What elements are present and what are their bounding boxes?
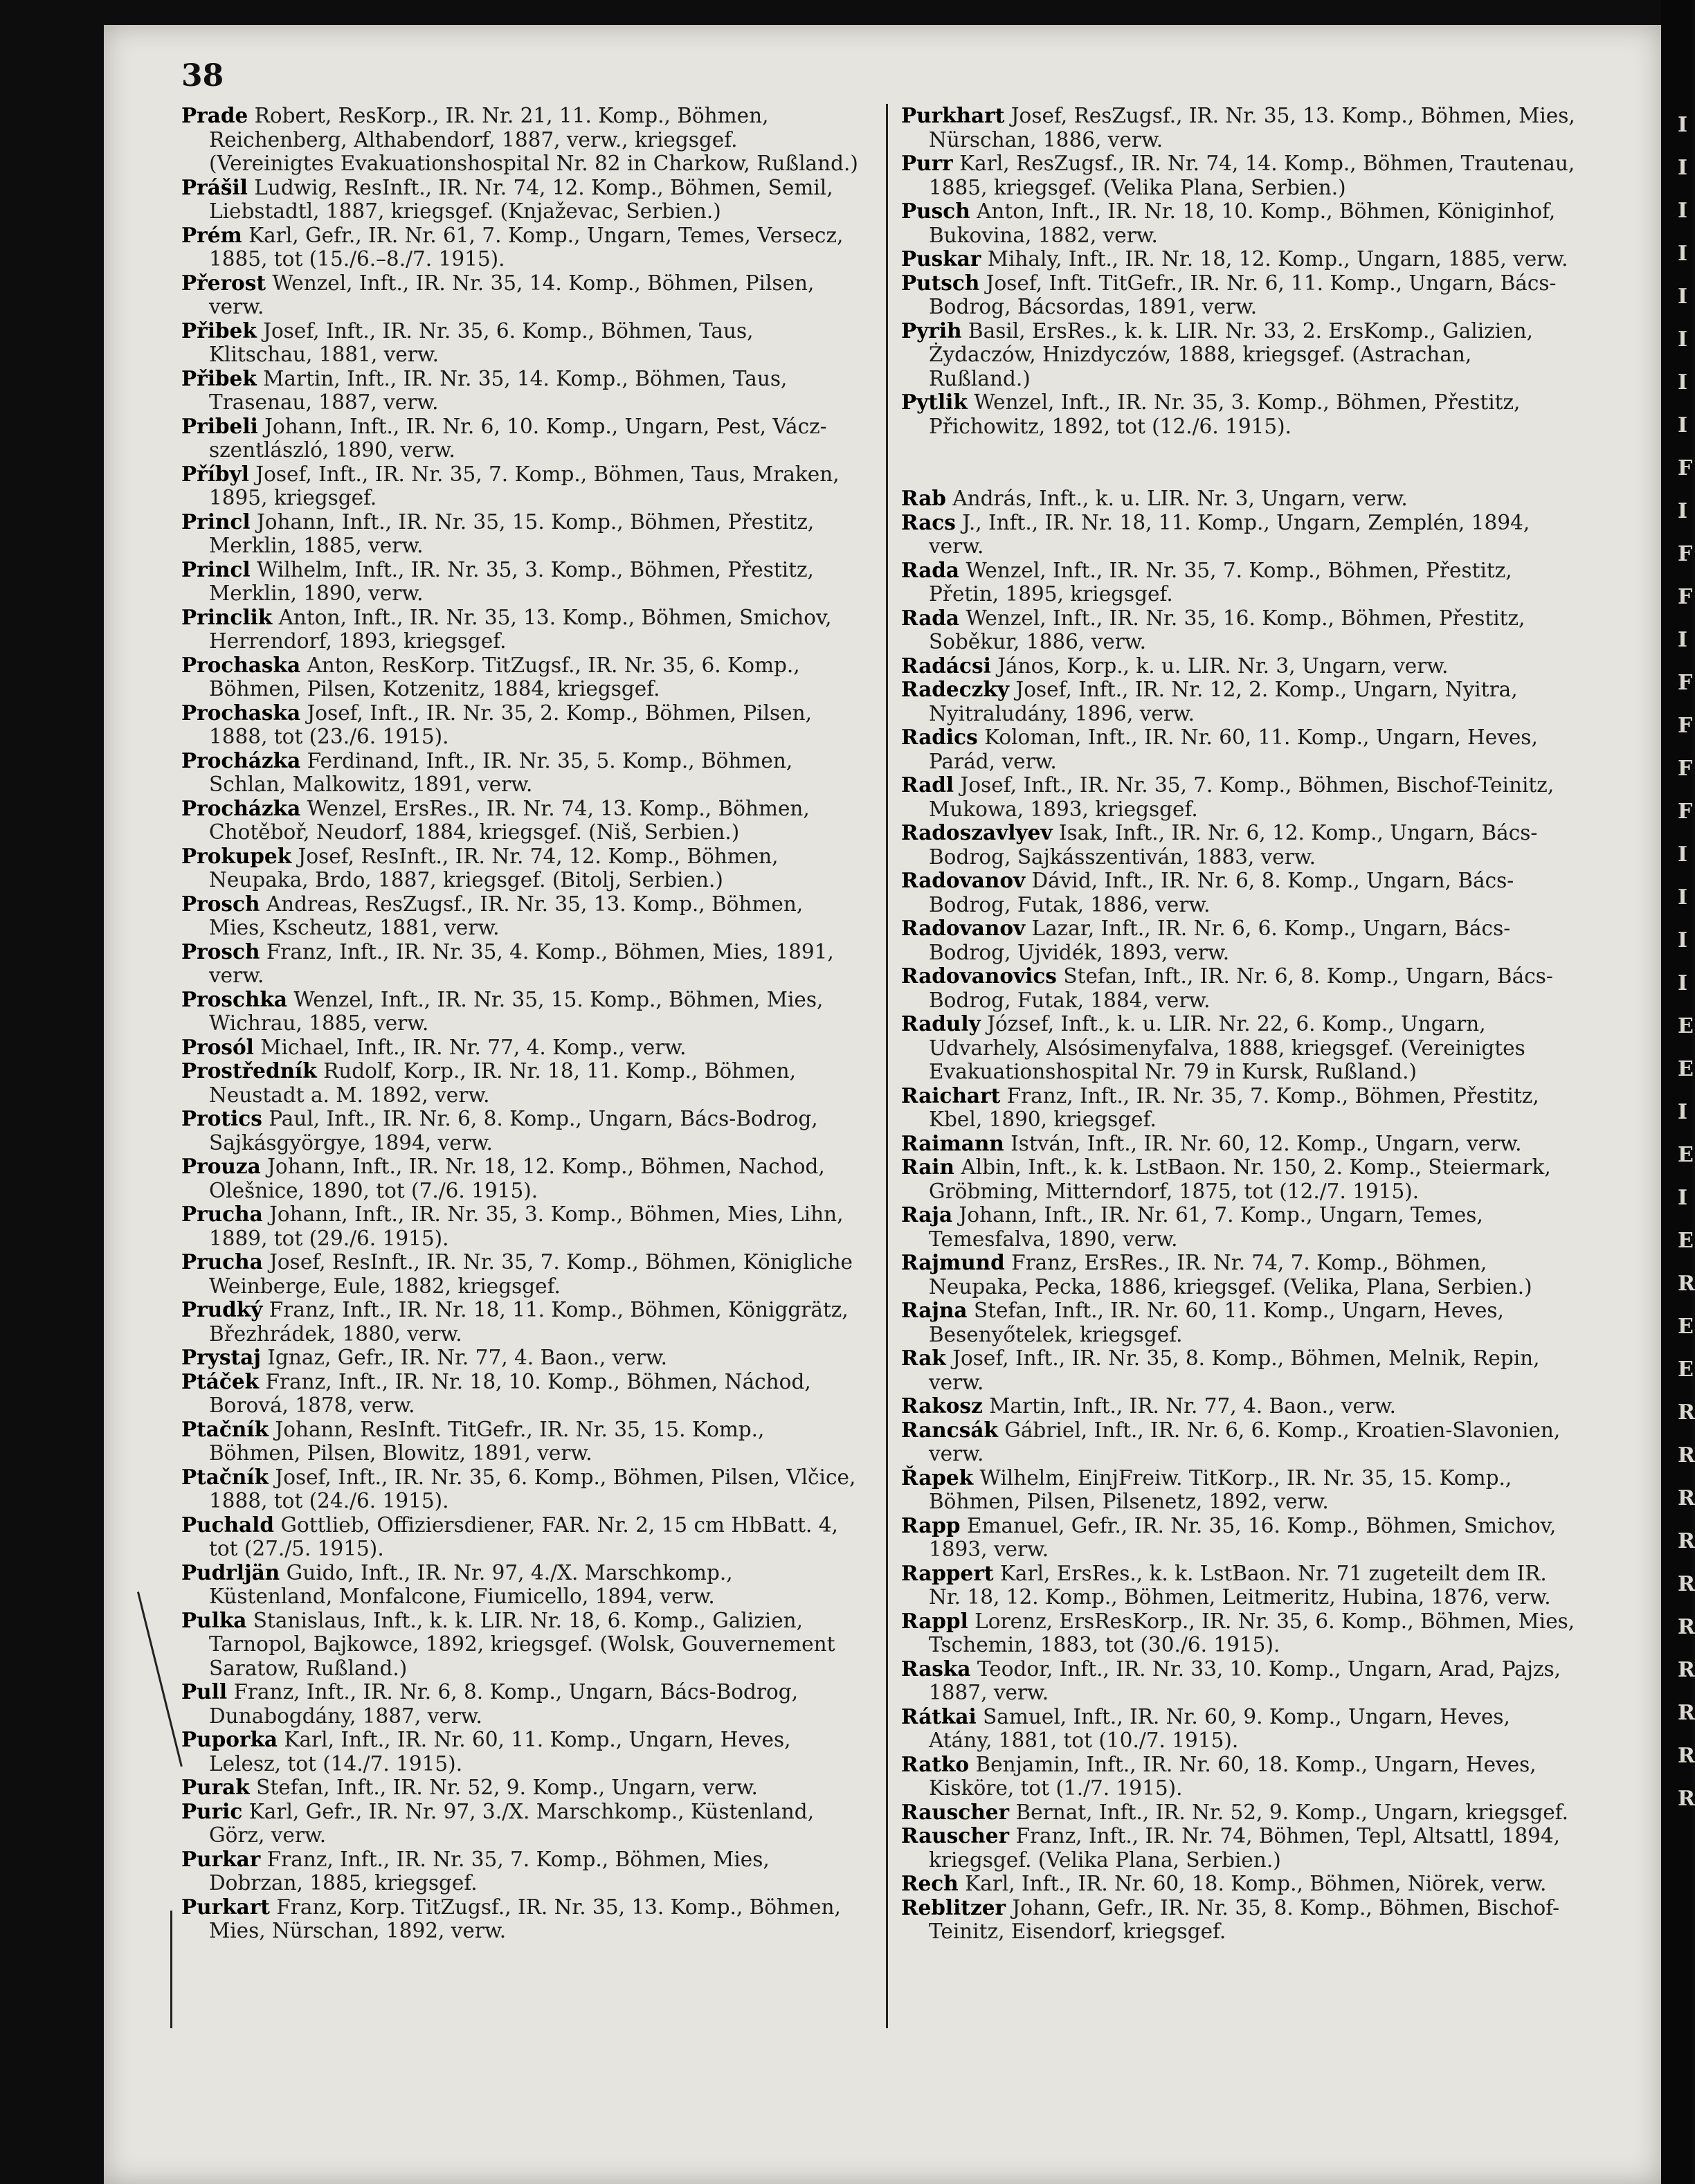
entry-surname: Prokupek bbox=[181, 843, 292, 868]
entry-details: Koloman, Inft., IR. Nr. 60, 11. Komp., Ungarn, Heves, Parád, verw. bbox=[929, 725, 1538, 773]
register-entry bbox=[181, 892, 860, 940]
register-entry bbox=[181, 1800, 860, 1848]
entry-details: Johann, Inft., IR. Nr. 35, 3. Komp., Böhmen, Mies, Lihn, 1889, tot (29./6. 1915). bbox=[209, 1202, 844, 1250]
entry-surname: Reblitzer bbox=[901, 1895, 1006, 1920]
register-entry bbox=[901, 1872, 1579, 1896]
entry-surname: Rappl bbox=[901, 1608, 968, 1633]
entry-details: József, Inft., k. u. LIR. Nr. 22, 6. Komp., Ungarn, Udvarhely, Alsósimenyfalva, 1888, kriegsgef. (Vereinigtes Evakuationshospital Nr. 79 in Kursk, Rußland.) bbox=[929, 1012, 1525, 1083]
edge-letter: I bbox=[1678, 499, 1688, 523]
entry-surname: Purkar bbox=[181, 1846, 261, 1871]
entry-surname: Purkart bbox=[181, 1894, 270, 1919]
entry-details: Teodor, Inft., IR. Nr. 33, 10. Komp., Ungarn, Arad, Pajzs, 1887, verw. bbox=[929, 1657, 1561, 1704]
entry-surname: Řapek bbox=[901, 1465, 974, 1490]
entry-surname: Pyrih bbox=[901, 318, 962, 343]
entry-surname: Raimann bbox=[901, 1130, 1004, 1155]
entry-surname: Ptáček bbox=[181, 1369, 260, 1393]
entry-details: Karl, Inft., IR. Nr. 60, 11. Komp., Ungarn, Heves, Lelesz, tot (14./7. 1915). bbox=[209, 1728, 791, 1776]
entry-details: Karl, Gefr., IR. Nr. 97, 3./X. Marschkomp., Küstenland, Görz, verw. bbox=[209, 1799, 815, 1847]
entry-details: Mihaly, Inft., IR. Nr. 18, 12. Komp., Ungarn, 1885, verw. bbox=[987, 247, 1568, 271]
edge-letter: R bbox=[1678, 1572, 1695, 1596]
edge-letter: R bbox=[1678, 1701, 1695, 1725]
entry-details: Stanislaus, Inft., k. k. LIR. Nr. 18, 6. Komp., Galizien, Tarnopol, Bajkowce, 1892, kriegsgef. (Wolsk, Gouvernement Saratow, Rußland.) bbox=[209, 1608, 835, 1680]
entry-details: Franz, Korp. TitZugsf., IR. Nr. 35, 13. Komp., Böhmen, Mies, Nürschan, 1892, verw. bbox=[209, 1895, 841, 1942]
entry-surname: Radl bbox=[901, 773, 954, 797]
entry-details: Ludwig, ResInft., IR. Nr. 74, 12. Komp., Böhmen, Semil, Liebstadtl, 1887, kriegsgef. (Knjaževac, Serbien.) bbox=[209, 175, 833, 223]
entry-surname: Purak bbox=[181, 1775, 250, 1799]
register-entry bbox=[901, 1896, 1579, 1944]
edge-letter: I bbox=[1678, 413, 1688, 437]
entry-details: Wenzel, ErsRes., IR. Nr. 74, 13. Komp., Böhmen, Chotěboř, Neudorf, 1884, kriegsgef. (Niš, Serbien.) bbox=[209, 796, 810, 844]
entry-details: Lazar, Inft., IR. Nr. 6, 6. Komp., Ungarn, Bács-Bodrog, Ujvidék, 1893, verw. bbox=[929, 917, 1511, 964]
register-entry bbox=[901, 1753, 1579, 1801]
entry-details: Basil, ErsRes., k. k. LIR. Nr. 33, 2. ErsKomp., Galizien, Żydaczów, Hnizdyczów, 1888, kriegsgef. (Astrachan, Rußland.) bbox=[929, 318, 1533, 390]
entry-surname: Prosch bbox=[181, 891, 260, 916]
entry-details: Johann, ResInft. TitGefr., IR. Nr. 35, 15. Komp., Böhmen, Pilsen, Blowitz, 1891, verw. bbox=[209, 1417, 765, 1465]
edge-letter: I bbox=[1678, 327, 1688, 352]
edge-letter: I bbox=[1678, 1186, 1688, 1210]
entry-surname: Raduly bbox=[901, 1011, 981, 1036]
entry-surname: Rátkai bbox=[901, 1704, 977, 1729]
register-entry bbox=[181, 319, 860, 367]
page-number: 38 bbox=[181, 58, 224, 93]
section-gap bbox=[901, 438, 1579, 487]
entry-surname: Rancsák bbox=[901, 1417, 998, 1442]
edge-letter: R bbox=[1678, 1443, 1695, 1468]
entry-surname: Raichart bbox=[901, 1083, 1001, 1108]
register-entry bbox=[181, 1036, 860, 1060]
edge-letter: I bbox=[1678, 113, 1688, 137]
entry-surname: Raska bbox=[901, 1656, 971, 1681]
register-entry bbox=[901, 1346, 1579, 1394]
register-entry bbox=[901, 1251, 1579, 1299]
edge-letter: I bbox=[1678, 971, 1688, 995]
entry-surname: Racs bbox=[901, 509, 956, 534]
edge-letter: F bbox=[1678, 542, 1693, 566]
edge-letter: E bbox=[1678, 1315, 1694, 1339]
entry-surname: Raja bbox=[901, 1202, 953, 1227]
entry-surname: Radácsi bbox=[901, 653, 991, 678]
entry-details: Gottlieb, Offiziersdiener, FAR. Nr. 2, 15 cm HbBatt. 4, tot (27./5. 1915). bbox=[209, 1513, 838, 1560]
entry-surname: Rappert bbox=[901, 1560, 994, 1585]
entry-details: Wilhelm, Inft., IR. Nr. 35, 3. Komp., Böhmen, Přestitz, Merklin, 1890, verw. bbox=[209, 557, 814, 605]
entry-details: Karl, Gefr., IR. Nr. 61, 7. Komp., Ungarn, Temes, Versecz, 1885, tot (15./6.–8./7. 1915). bbox=[209, 223, 844, 271]
entry-surname: Puporka bbox=[181, 1727, 278, 1751]
edge-letter: E bbox=[1678, 1014, 1694, 1038]
entry-surname: Radeczky bbox=[901, 677, 1009, 701]
register-entry bbox=[901, 654, 1579, 678]
entry-surname: Prosch bbox=[181, 939, 260, 964]
edge-letter: I bbox=[1678, 199, 1688, 223]
entry-details: Martin, Inft., IR. Nr. 77, 4. Baon., verw. bbox=[989, 1394, 1397, 1418]
edge-letter: R bbox=[1678, 1529, 1695, 1553]
register-entry bbox=[181, 1370, 860, 1418]
entry-details: Johann, Inft., IR. Nr. 61, 7. Komp., Ungarn, Temes, Temesfalva, 1890, verw. bbox=[929, 1203, 1483, 1251]
entry-surname: Prostředník bbox=[181, 1058, 317, 1083]
register-entry bbox=[901, 1132, 1579, 1156]
register-entry bbox=[901, 1466, 1579, 1514]
entry-surname: Pusch bbox=[901, 199, 970, 223]
entry-details: András, Inft., k. u. LIR. Nr. 3, Ungarn, verw. bbox=[952, 487, 1408, 510]
edge-letter: I bbox=[1678, 928, 1688, 953]
entry-surname: Přibek bbox=[181, 365, 257, 390]
entry-surname: Rakosz bbox=[901, 1393, 983, 1418]
entry-details: Albin, Inft., k. k. LstBaon. Nr. 150, 2. Komp., Steiermark, Gröbming, Mitterndorf, 1875, tot (12./7. 1915). bbox=[929, 1155, 1551, 1203]
entry-details: Martin, Inft., IR. Nr. 35, 14. Komp., Böhmen, Taus, Trasenau, 1887, verw. bbox=[209, 366, 788, 414]
entry-details: Gábriel, Inft., IR. Nr. 6, 6. Komp., Kroatien-Slavonien, verw. bbox=[929, 1418, 1561, 1465]
entry-surname: Protics bbox=[181, 1106, 262, 1130]
entry-details: Karl, ResZugsf., IR. Nr. 74, 14. Komp., Böhmen, Trautenau, 1885, kriegsgef. (Velika Plana, Serbien.) bbox=[929, 152, 1575, 199]
register-entry bbox=[181, 1848, 860, 1895]
entry-surname: Příbyl bbox=[181, 461, 249, 486]
register-entry bbox=[901, 511, 1579, 559]
section-r bbox=[901, 487, 1579, 1944]
entry-surname: Princl bbox=[181, 557, 251, 581]
edge-letter: I bbox=[1678, 885, 1688, 910]
register-entry bbox=[901, 1562, 1579, 1609]
register-entry bbox=[901, 271, 1579, 319]
entry-surname: Rajna bbox=[901, 1298, 968, 1322]
entry-surname: Prade bbox=[181, 103, 248, 127]
entry-details: Franz, Inft., IR. Nr. 18, 10. Komp., Böhmen, Náchod, Borová, 1878, verw. bbox=[209, 1369, 811, 1417]
edge-letter: E bbox=[1678, 1143, 1694, 1167]
register-entry bbox=[901, 773, 1579, 821]
register-entry bbox=[181, 1155, 860, 1202]
edge-letter: R bbox=[1678, 1486, 1695, 1510]
register-entry bbox=[901, 1801, 1579, 1825]
entry-surname: Přerost bbox=[181, 270, 266, 295]
register-entry bbox=[181, 1465, 860, 1513]
edge-letter: F bbox=[1678, 714, 1693, 738]
entry-details: Wenzel, Inft., IR. Nr. 35, 14. Komp., Böhmen, Pilsen, verw. bbox=[209, 271, 815, 318]
entry-surname: Procházka bbox=[181, 748, 301, 773]
edge-letter: I bbox=[1678, 370, 1688, 395]
entry-surname: Puskar bbox=[901, 246, 981, 271]
edge-letter: R bbox=[1678, 1744, 1695, 1768]
register-entry bbox=[901, 104, 1579, 152]
entry-details: Guido, Inft., IR. Nr. 97, 4./X. Marschkomp., Küstenland, Monfalcone, Fiumicello, 1894, verw. bbox=[209, 1560, 733, 1608]
register-entry bbox=[181, 1513, 860, 1561]
register-entry bbox=[181, 558, 860, 606]
register-entry bbox=[901, 1705, 1579, 1753]
entry-details: Lorenz, ErsResKorp., IR. Nr. 35, 6. Komp., Böhmen, Mies, Tschemin, 1883, tot (30./6. 1915). bbox=[929, 1609, 1575, 1657]
edge-letter: E bbox=[1678, 1357, 1694, 1382]
entry-details: Wenzel, Inft., IR. Nr. 35, 15. Komp., Böhmen, Mies, Wichrau, 1885, verw. bbox=[209, 987, 824, 1035]
entry-surname: Radovanovics bbox=[901, 964, 1057, 988]
entry-details: Franz, Inft., IR. Nr. 35, 7. Komp., Böhmen, Mies, Dobrzan, 1885, kriegsgef. bbox=[209, 1847, 770, 1895]
register-entry bbox=[181, 415, 860, 462]
entry-details: Johann, Inft., IR. Nr. 35, 15. Komp., Böhmen, Přestitz, Merklin, 1885, verw. bbox=[209, 509, 815, 557]
register-entry bbox=[181, 1298, 860, 1346]
entry-details: J., Inft., IR. Nr. 18, 11. Komp., Ungarn, Zemplén, 1894, verw. bbox=[929, 510, 1530, 558]
entry-details: János, Korp., k. u. LIR. Nr. 3, Ungarn, verw. bbox=[997, 653, 1449, 678]
register-entry bbox=[181, 1107, 860, 1155]
entry-details: Wenzel, Inft., IR. Nr. 35, 3. Komp., Böhmen, Přestitz, Přichowitz, 1892, tot (12./6. 1915). bbox=[929, 390, 1521, 438]
entry-details: Stefan, Inft., IR. Nr. 52, 9. Komp., Ungarn, verw. bbox=[256, 1776, 758, 1799]
entry-surname: Rapp bbox=[901, 1513, 961, 1537]
entry-details: Paul, Inft., IR. Nr. 6, 8. Komp., Ungarn, Bács-Bodrog, Sajkásgyörgye, 1894, verw. bbox=[209, 1107, 818, 1155]
register-entry bbox=[181, 1680, 860, 1728]
entry-details: Andreas, ResZugsf., IR. Nr. 35, 13. Komp., Böhmen, Mies, Kscheutz, 1881, verw. bbox=[209, 892, 804, 939]
entry-surname: Pytlik bbox=[901, 390, 968, 414]
entry-details: Josef, Inft. TitGefr., IR. Nr. 6, 11. Komp., Ungarn, Bács-Bodrog, Bácsordas, 1891, verw. bbox=[929, 271, 1557, 318]
column-divider bbox=[886, 104, 888, 2028]
edge-letter: I bbox=[1678, 1100, 1688, 1124]
register-entry bbox=[181, 176, 860, 224]
register-entry bbox=[181, 1609, 860, 1681]
entry-details: Josef, Inft., IR. Nr. 35, 2. Komp., Böhmen, Pilsen, 1888, tot (23./6. 1915). bbox=[209, 701, 813, 748]
entry-details: Franz, Inft., IR. Nr. 35, 7. Komp., Böhmen, Přestitz, Kbel, 1890, kriegsgef. bbox=[929, 1083, 1539, 1131]
entry-surname: Přibek bbox=[181, 318, 257, 343]
edge-letter: I bbox=[1678, 285, 1688, 309]
entry-details: Wenzel, Inft., IR. Nr. 35, 16. Komp., Böhmen, Přestitz, Soběkur, 1886, verw. bbox=[929, 606, 1525, 653]
entry-surname: Prystaj bbox=[181, 1345, 261, 1369]
register-entry bbox=[901, 1824, 1579, 1872]
section-p bbox=[901, 104, 1579, 438]
edge-letter: R bbox=[1678, 1400, 1695, 1425]
entry-details: Karl, Inft., IR. Nr. 60, 18. Komp., Böhmen, Niörek, verw. bbox=[965, 1872, 1547, 1895]
entry-surname: Pull bbox=[181, 1679, 228, 1704]
entry-surname: Prochaska bbox=[181, 700, 301, 725]
register-entry bbox=[901, 1084, 1579, 1132]
entry-details: Michael, Inft., IR. Nr. 77, 4. Komp., verw. bbox=[260, 1035, 687, 1059]
register-entry bbox=[901, 1657, 1579, 1705]
entry-surname: Rak bbox=[901, 1346, 946, 1370]
entry-surname: Rech bbox=[901, 1871, 959, 1895]
register-entry bbox=[901, 1394, 1579, 1418]
edge-letter: I bbox=[1678, 842, 1688, 867]
register-entry bbox=[181, 606, 860, 653]
entry-details: Josef, Inft., IR. Nr. 35, 6. Komp., Böhmen, Pilsen, Vlčice, 1888, tot (24./6. 1915). bbox=[209, 1465, 856, 1513]
edge-letter: R bbox=[1678, 1272, 1695, 1296]
entry-details: Bernat, Inft., IR. Nr. 52, 9. Komp., Ungarn, kriegsgef. bbox=[1015, 1800, 1569, 1824]
register-entry bbox=[181, 797, 860, 845]
edge-letter: F bbox=[1678, 671, 1693, 695]
edge-letter: E bbox=[1678, 1057, 1694, 1081]
entry-surname: Procházka bbox=[181, 795, 301, 820]
register-entry bbox=[901, 725, 1579, 773]
register-entry bbox=[181, 988, 860, 1036]
entry-details: Josef, Inft., IR. Nr. 35, 7. Komp., Böhmen, Taus, Mraken, 1895, kriegsgef. bbox=[209, 462, 840, 509]
entry-surname: Ptačník bbox=[181, 1464, 269, 1489]
register-entry bbox=[901, 1418, 1579, 1466]
register-entry bbox=[181, 845, 860, 892]
entry-details: Robert, ResKorp., IR. Nr. 21, 11. Komp., Böhmen, Reichenberg, Althabendorf, 1887, verw., kriegsgef. (Vereinigtes Evakuationshospital Nr. 82 in Charkow, Rußland.) bbox=[209, 104, 858, 175]
register-entry bbox=[901, 559, 1579, 606]
entry-details: Franz, Inft., IR. Nr. 74, Böhmen, Tepl, Altsattl, 1894, kriegsgef. (Velika Plana, Serbien.) bbox=[929, 1824, 1561, 1872]
entry-surname: Prucha bbox=[181, 1202, 263, 1226]
edge-letter: F bbox=[1678, 800, 1693, 824]
register-entry bbox=[181, 1346, 860, 1370]
entry-details: Benjamin, Inft., IR. Nr. 60, 18. Komp., Ungarn, Heves, Kisköre, tot (1./7. 1915). bbox=[929, 1752, 1537, 1800]
entry-details: Wenzel, Inft., IR. Nr. 35, 7. Komp., Böhmen, Přestitz, Přetin, 1895, kriegsgef. bbox=[929, 558, 1512, 606]
register-entry bbox=[901, 152, 1579, 199]
entry-surname: Radics bbox=[901, 725, 978, 749]
register-entry bbox=[181, 510, 860, 558]
register-entry bbox=[181, 1776, 860, 1800]
entry-details: Franz, Inft., IR. Nr. 6, 8. Komp., Ungarn, Bács-Bodrog, Dunabogdány, 1887, verw. bbox=[209, 1680, 799, 1728]
edge-letter: I bbox=[1678, 242, 1688, 266]
entry-surname: Princlik bbox=[181, 604, 273, 629]
register-entry bbox=[181, 701, 860, 749]
register-entry bbox=[181, 271, 860, 319]
register-entry bbox=[181, 367, 860, 415]
entry-details: Josef, Inft., IR. Nr. 35, 8. Komp., Böhmen, Melnik, Repin, verw. bbox=[929, 1346, 1540, 1394]
register-entry bbox=[901, 1514, 1579, 1562]
entry-surname: Purr bbox=[901, 151, 953, 175]
entry-surname: Pribeli bbox=[181, 413, 258, 438]
edge-letter: R bbox=[1678, 1615, 1695, 1639]
edge-letter: I bbox=[1678, 156, 1688, 180]
entry-surname: Prouza bbox=[181, 1154, 261, 1178]
register-entry bbox=[901, 1203, 1579, 1251]
entry-surname: Ratko bbox=[901, 1751, 970, 1776]
register-entry bbox=[181, 653, 860, 701]
entry-details: Josef, Inft., IR. Nr. 35, 6. Komp., Böhmen, Taus, Klitschau, 1881, verw. bbox=[209, 318, 754, 366]
entry-details: Anton, ResKorp. TitZugsf., IR. Nr. 35, 6. Komp., Böhmen, Pilsen, Kotzenitz, 1884, kriegsgef. bbox=[209, 653, 800, 701]
entry-surname: Prosól bbox=[181, 1034, 254, 1059]
entry-details: Anton, Inft., IR. Nr. 18, 10. Komp., Böhmen, Königinhof, Bukovina, 1882, verw. bbox=[929, 199, 1556, 247]
register-entry bbox=[181, 1561, 860, 1609]
entry-details: Anton, Inft., IR. Nr. 35, 13. Komp., Böhmen, Smichov, Herrendorf, 1893, kriegsgef. bbox=[209, 605, 832, 653]
register-entry bbox=[901, 869, 1579, 917]
entry-details: Johann, Inft., IR. Nr. 6, 10. Komp., Ungarn, Pest, Vácz-szentlászló, 1890, verw. bbox=[209, 414, 827, 462]
register-entry bbox=[181, 1059, 860, 1107]
entry-surname: Rada bbox=[901, 605, 960, 630]
register-entry bbox=[901, 678, 1579, 725]
entry-surname: Rab bbox=[901, 486, 946, 510]
entry-surname: Putsch bbox=[901, 270, 980, 295]
register-entry bbox=[901, 917, 1579, 964]
edge-letter: F bbox=[1678, 456, 1693, 480]
left-column bbox=[181, 104, 860, 1943]
entry-details: Josef, ResInft., IR. Nr. 74, 12. Komp., Böhmen, Neupaka, Brdo, 1887, kriegsgef. (Bitolj, Serbien.) bbox=[209, 844, 779, 892]
right-column bbox=[901, 104, 1579, 1944]
edge-letter: I bbox=[1678, 628, 1688, 652]
entry-surname: Rauscher bbox=[901, 1799, 1010, 1824]
register-entry bbox=[901, 247, 1579, 271]
edge-letter: R bbox=[1678, 1658, 1695, 1682]
entry-surname: Princl bbox=[181, 509, 251, 534]
entry-details: Josef, Inft., IR. Nr. 35, 7. Komp., Böhmen, Bischof-Teinitz, Mukowa, 1893, kriegsgef. bbox=[929, 773, 1554, 821]
entry-details: Wilhelm, EinjFreiw. TitKorp., IR. Nr. 35, 15. Komp., Böhmen, Pilsen, Pilsenetz, 1892, verw. bbox=[929, 1465, 1512, 1513]
entry-details: Franz, Inft., IR. Nr. 18, 11. Komp., Böhmen, Königgrätz, Březhrádek, 1880, verw. bbox=[209, 1298, 849, 1346]
entry-surname: Purkhart bbox=[901, 103, 1005, 127]
register-entry bbox=[901, 1299, 1579, 1346]
entry-surname: Radoszavlyev bbox=[901, 820, 1053, 845]
adjacent-page-edge-letters bbox=[1678, 104, 1695, 2111]
register-entry bbox=[181, 1202, 860, 1250]
register-entry bbox=[901, 606, 1579, 654]
entry-details: Samuel, Inft., IR. Nr. 60, 9. Komp., Ungarn, Heves, Atány, 1881, tot (10./7. 1915). bbox=[929, 1704, 1510, 1752]
entry-details: Emanuel, Gefr., IR. Nr. 35, 16. Komp., Böhmen, Smichov, 1893, verw. bbox=[929, 1513, 1557, 1561]
entry-surname: Puric bbox=[181, 1798, 243, 1823]
register-entry bbox=[901, 964, 1579, 1012]
entry-details: Johann, Gefr., IR. Nr. 35, 8. Komp., Böhmen, Bischof-Teinitz, Eisendorf, kriegsgef. bbox=[929, 1895, 1560, 1943]
register-entry bbox=[901, 319, 1579, 391]
register-entry bbox=[901, 1609, 1579, 1657]
register-entry bbox=[181, 1895, 860, 1943]
entry-surname: Prochaska bbox=[181, 652, 301, 677]
edge-letter: F bbox=[1678, 585, 1693, 609]
entry-details: Josef, ResZugsf., IR. Nr. 35, 13. Komp., Böhmen, Mies, Nürschan, 1886, verw. bbox=[929, 104, 1575, 152]
entry-details: Johann, Inft., IR. Nr. 18, 12. Komp., Böhmen, Nachod, Olešnice, 1890, tot (7./6. 1915). bbox=[209, 1155, 825, 1202]
entry-details: Stefan, Inft., IR. Nr. 6, 8. Komp., Ungarn, Bács-Bodrog, Futak, 1884, verw. bbox=[929, 964, 1553, 1012]
register-entry bbox=[901, 199, 1579, 247]
entry-surname: Rain bbox=[901, 1155, 954, 1179]
register-entry bbox=[901, 390, 1579, 438]
entry-details: István, Inft., IR. Nr. 60, 12. Komp., Ungarn, verw. bbox=[1010, 1131, 1522, 1155]
entry-details: Rudolf, Korp., IR. Nr. 18, 11. Komp., Böhmen, Neustadt a. M. 1892, verw. bbox=[209, 1059, 796, 1107]
entry-surname: Pudrljän bbox=[181, 1560, 280, 1585]
entry-surname: Prášil bbox=[181, 174, 248, 199]
register-entry bbox=[901, 1155, 1579, 1203]
register-entry bbox=[181, 104, 860, 176]
entry-surname: Prudký bbox=[181, 1297, 263, 1321]
entry-surname: Puchald bbox=[181, 1512, 274, 1537]
edge-letter: E bbox=[1678, 1229, 1694, 1253]
register-entry bbox=[181, 1728, 860, 1776]
entry-details: Stefan, Inft., IR. Nr. 60, 11. Komp., Ungarn, Heves, Besenyőtelek, kriegsgef. bbox=[929, 1299, 1504, 1346]
entry-details: Franz, Inft., IR. Nr. 35, 4. Komp., Böhmen, Mies, 1891, verw. bbox=[209, 939, 834, 987]
register-entry bbox=[181, 1250, 860, 1298]
entry-surname: Rauscher bbox=[901, 1823, 1010, 1848]
entry-surname: Rada bbox=[901, 557, 960, 582]
entry-surname: Ptačník bbox=[181, 1416, 269, 1441]
register-entry bbox=[181, 1418, 860, 1465]
entry-surname: Proschka bbox=[181, 986, 287, 1011]
entry-surname: Pulka bbox=[181, 1607, 247, 1632]
entry-details: Franz, ErsRes., IR. Nr. 74, 7. Komp., Böhmen, Neupaka, Pecka, 1886, kriegsgef. (Velika, Plana, Serbien.) bbox=[929, 1251, 1532, 1299]
margin-pencil-mark bbox=[170, 1911, 172, 2028]
entry-surname: Prucha bbox=[181, 1249, 263, 1274]
entry-surname: Radovanov bbox=[901, 916, 1026, 940]
register-entry bbox=[901, 821, 1579, 869]
register-entry bbox=[181, 940, 860, 988]
entry-details: Karl, ErsRes., k. k. LstBaon. Nr. 71 zugeteilt dem IR. Nr. 18, 12. Komp., Böhmen, Leitmeritz, Hubina, 1876, verw. bbox=[929, 1561, 1551, 1609]
entry-details: Josef, Inft., IR. Nr. 12, 2. Komp., Ungarn, Nyitra, Nyitraludány, 1896, verw. bbox=[929, 678, 1518, 725]
edge-letter: R bbox=[1678, 1787, 1695, 1811]
entry-details: Dávid, Inft., IR. Nr. 6, 8. Komp., Ungarn, Bács-Bodrog, Futak, 1886, verw. bbox=[929, 869, 1514, 917]
entry-surname: Prém bbox=[181, 222, 242, 247]
register-entry bbox=[181, 749, 860, 797]
entry-surname: Radovanov bbox=[901, 868, 1026, 892]
register-entry bbox=[901, 1012, 1579, 1084]
register-entry bbox=[901, 487, 1579, 511]
entry-details: Ignaz, Gefr., IR. Nr. 77, 4. Baon., verw. bbox=[267, 1346, 668, 1369]
edge-letter: F bbox=[1678, 757, 1693, 781]
entry-details: Ferdinand, Inft., IR. Nr. 35, 5. Komp., Böhmen, Schlan, Malkowitz, 1891, verw. bbox=[209, 748, 793, 796]
entry-details: Josef, ResInft., IR. Nr. 35, 7. Komp., Böhmen, Königliche Weinberge, Eule, 1882, kriegsgef. bbox=[209, 1250, 853, 1298]
entry-details: Isak, Inft., IR. Nr. 6, 12. Komp., Ungarn, Bács-Bodrog, Sajkásszentiván, 1883, verw. bbox=[929, 821, 1538, 869]
register-entry bbox=[181, 224, 860, 271]
register-entry bbox=[181, 462, 860, 510]
entry-surname: Rajmund bbox=[901, 1250, 1005, 1274]
